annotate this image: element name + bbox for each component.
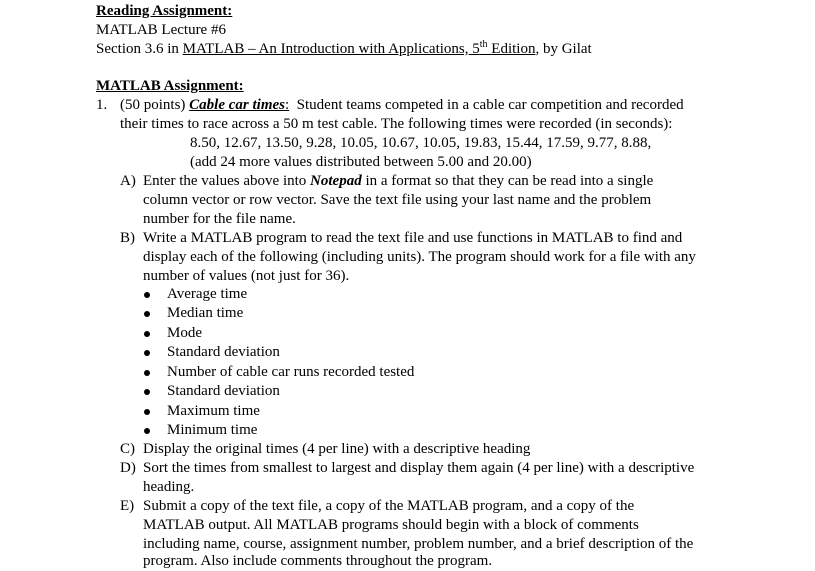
bullet-icon — [144, 350, 150, 356]
bullet-standard-deviation: Standard deviation — [167, 344, 280, 360]
part-e-line-1: Submit a copy of the text file, a copy of the MATLAB program, and a copy of the — [143, 498, 635, 514]
problem-title-colon: : — [285, 97, 290, 113]
bullet-standard-deviation-2: Standard deviation — [167, 383, 280, 399]
textbook-reference — [96, 40, 592, 59]
book-title: MATLAB – An Introduction with Applications, 5th Edition — [182, 39, 536, 57]
part-b-line-3: number of values (not just for 36). — [143, 268, 350, 284]
bullet-icon — [144, 331, 150, 337]
part-e-line-4: program. Also include comments throughout the program. — [143, 553, 493, 569]
reading-assignment-heading: Reading Assignment: — [96, 3, 233, 19]
bullet-icon — [144, 409, 150, 415]
part-c-line-1: Display the original times (4 per line) with a descriptive heading — [143, 441, 531, 457]
times-line-1: 8.50, 12.67, 13.50, 9.28, 10.05, 10.67, 10.05, 19.83, 15.44, 17.59, 9.77, 8.88, — [190, 135, 652, 151]
part-b-line-1: Write a MATLAB program to read the text file and use functions in MATLAB to find and — [143, 230, 683, 246]
bullet-maximum-time: Maximum time — [167, 403, 260, 419]
part-a-line-1: Enter the values above into Notepad in a format so that they can be read into a single — [143, 173, 654, 189]
part-e-line-2: MATLAB output. All MATLAB programs should begin with a block of comments — [143, 517, 639, 533]
bullet-mode: Mode — [167, 325, 202, 341]
part-d-line-1: Sort the times from smallest to largest and display them again (4 per line) with a descriptive — [143, 460, 695, 476]
part-d-letter: D) — [120, 460, 136, 476]
times-line-2: (add 24 more values distributed between 5.00 and 20.00) — [190, 154, 532, 170]
problem-intro-line-2: their times to race across a 50 m test cable. The following times were recorded (in seconds): — [120, 116, 673, 132]
bullet-median-time: Median time — [167, 305, 244, 321]
problem-points: (50 points) — [120, 97, 190, 113]
problem-intro-text: Student teams competed in a cable car competition and recorded — [289, 97, 684, 113]
book-author: , by Gilat — [535, 41, 592, 57]
notepad-term: Notepad — [310, 173, 362, 189]
bullet-average-time: Average time — [167, 286, 248, 302]
problem-title: Cable car times — [189, 97, 285, 113]
problem-number: 1. — [96, 97, 108, 113]
part-b-letter: B) — [120, 230, 135, 246]
section-prefix: Section 3.6 in — [96, 41, 183, 57]
lecture-reference: MATLAB Lecture #6 — [96, 22, 226, 38]
part-e-line-3: including name, course, assignment number, problem number, and a brief description of the — [143, 536, 694, 552]
bullet-minimum-time: Minimum time — [167, 422, 258, 438]
bullet-icon — [144, 311, 150, 317]
part-a-line-2: column vector or row vector. Save the text file using your last name and the problem — [143, 192, 652, 208]
bullet-number-of-runs: Number of cable car runs recorded tested — [167, 364, 415, 380]
part-d-line-2: heading. — [143, 479, 195, 495]
bullet-icon — [144, 389, 150, 395]
matlab-assignment-heading: MATLAB Assignment: — [96, 78, 244, 94]
part-b-line-2: display each of the following (including units). The program should work for a file with any — [143, 249, 696, 265]
problem-intro-line-1 — [120, 96, 684, 115]
part-e-letter: E) — [120, 498, 135, 514]
bullet-icon — [144, 370, 150, 376]
part-a-letter: A) — [120, 173, 136, 189]
bullet-icon — [144, 292, 150, 298]
part-a-line-3: number for the file name. — [143, 211, 296, 227]
bullet-icon — [144, 428, 150, 434]
part-c-letter: C) — [120, 441, 135, 457]
